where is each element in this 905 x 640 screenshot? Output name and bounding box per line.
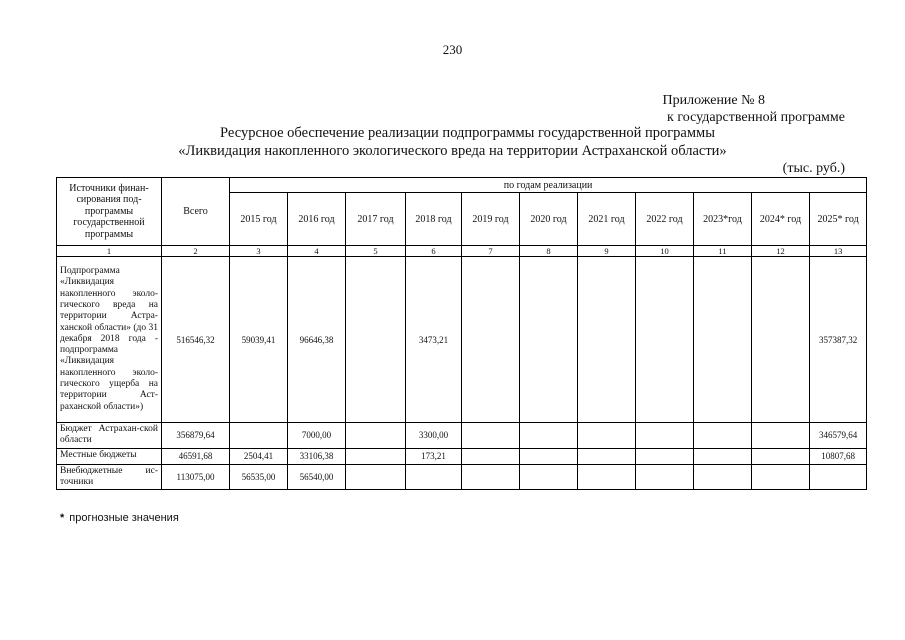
cell-value <box>462 257 520 423</box>
appendix-reference: к государственной программе <box>667 110 845 125</box>
header-year: 2022 год <box>636 193 694 246</box>
cell-value: 56540,00 <box>288 464 346 490</box>
cell-value <box>752 448 810 464</box>
column-number: 1 <box>57 246 162 257</box>
cell-value: 46591,68 <box>162 448 230 464</box>
header-year: 2021 год <box>578 193 636 246</box>
cell-value <box>752 257 810 423</box>
cell-value <box>578 464 636 490</box>
column-number: 4 <box>288 246 346 257</box>
row-source-name: Внебюджетные ис-точники <box>57 464 162 490</box>
header-years-group: по годам реализации <box>230 178 867 193</box>
cell-value: 7000,00 <box>288 423 346 449</box>
cell-value <box>578 423 636 449</box>
row-source-name: Подпрограмма «Ликвидация накопленного эколо-гического вреда на территории Астра-ханской области» (до 31 декабря 2018 года - подпрограмма «Ликвидация накопленного эколо-гического ущерба на территории Аст-раханской области») <box>57 257 162 423</box>
footnote-text: прогнозные значения <box>69 512 179 524</box>
cell-value <box>462 448 520 464</box>
header-source: Источники финан-сирования под-программы государственной программы <box>57 178 162 246</box>
header-year: 2016 год <box>288 193 346 246</box>
cell-value <box>694 423 752 449</box>
cell-value: 3300,00 <box>406 423 462 449</box>
cell-value: 56535,00 <box>230 464 288 490</box>
cell-value <box>520 464 578 490</box>
column-number: 6 <box>406 246 462 257</box>
column-number: 3 <box>230 246 288 257</box>
column-number: 5 <box>346 246 406 257</box>
cell-value <box>694 464 752 490</box>
header-year: 2017 год <box>346 193 406 246</box>
table-row <box>57 257 867 423</box>
cell-value <box>346 448 406 464</box>
column-number: 13 <box>810 246 867 257</box>
appendix-number: Приложение № 8 <box>662 93 765 108</box>
table-row <box>57 448 867 464</box>
cell-value: 356879,64 <box>162 423 230 449</box>
cell-value <box>636 448 694 464</box>
cell-value <box>810 464 867 490</box>
cell-value: 3473,21 <box>406 257 462 423</box>
cell-value <box>636 257 694 423</box>
cell-value <box>636 423 694 449</box>
header-year: 2019 год <box>462 193 520 246</box>
title-line-1: Ресурсное обеспечение реализации подпрограммы государственной программы <box>220 125 715 141</box>
cell-value <box>752 423 810 449</box>
cell-value <box>752 464 810 490</box>
cell-value <box>520 448 578 464</box>
cell-value <box>520 423 578 449</box>
cell-value: 173,21 <box>406 448 462 464</box>
table-row <box>57 423 867 449</box>
header-year: 2024* год <box>752 193 810 246</box>
header-total: Всего <box>162 178 230 246</box>
row-source-name: Местные бюджеты <box>57 448 162 464</box>
column-number: 9 <box>578 246 636 257</box>
cell-value <box>346 464 406 490</box>
column-number: 10 <box>636 246 694 257</box>
column-number: 8 <box>520 246 578 257</box>
cell-value <box>230 423 288 449</box>
cell-value: 96646,38 <box>288 257 346 423</box>
cell-value <box>406 464 462 490</box>
header-year: 2025* год <box>810 193 867 246</box>
title-line-2: «Ликвидация накопленного экологического вреда на территории Астраханской области» <box>178 143 727 159</box>
cell-value <box>346 257 406 423</box>
cell-value: 10807,68 <box>810 448 867 464</box>
document-title <box>0 124 905 160</box>
cell-value <box>462 464 520 490</box>
header-year: 2020 год <box>520 193 578 246</box>
cell-value: 516546,32 <box>162 257 230 423</box>
units-label: (тыс. руб.) <box>782 161 845 176</box>
footnote <box>60 512 179 524</box>
cell-value <box>578 448 636 464</box>
cell-value <box>694 448 752 464</box>
cell-value <box>346 423 406 449</box>
cell-value: 357387,32 <box>810 257 867 423</box>
column-number: 2 <box>162 246 230 257</box>
cell-value: 33106,38 <box>288 448 346 464</box>
header-year: 2023*год <box>694 193 752 246</box>
cell-value <box>520 257 578 423</box>
footnote-star: * <box>60 512 65 524</box>
column-numbers-row <box>57 246 867 257</box>
column-number: 11 <box>694 246 752 257</box>
column-number: 12 <box>752 246 810 257</box>
cell-value <box>462 423 520 449</box>
page-number: 230 <box>442 42 463 57</box>
cell-value: 2504,41 <box>230 448 288 464</box>
cell-value <box>578 257 636 423</box>
table-row <box>57 464 867 490</box>
appendix-caption <box>663 92 846 126</box>
row-source-name: Бюджет Астрахан-ской области <box>57 423 162 449</box>
cell-value <box>694 257 752 423</box>
cell-value: 346579,64 <box>810 423 867 449</box>
column-number: 7 <box>462 246 520 257</box>
cell-value <box>636 464 694 490</box>
resource-table <box>56 177 867 490</box>
header-year: 2018 год <box>406 193 462 246</box>
cell-value: 113075,00 <box>162 464 230 490</box>
table-body <box>57 257 867 490</box>
header-year: 2015 год <box>230 193 288 246</box>
cell-value: 59039,41 <box>230 257 288 423</box>
